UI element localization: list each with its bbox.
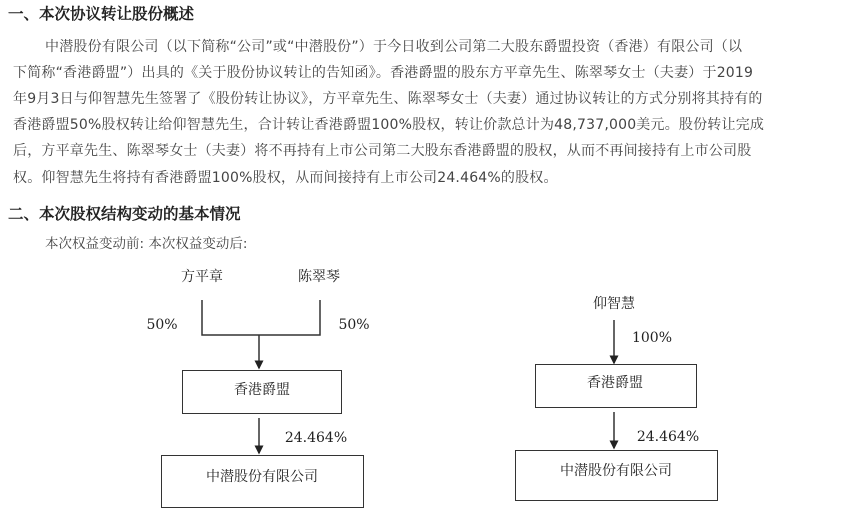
after-company: 中潜股份有限公司	[560, 463, 672, 479]
before-company: 中潜股份有限公司	[206, 469, 318, 485]
paragraph-line: 下简称“香港爵盟”）出具的《关于股份协议转让的告知函》。香港爵盟的股东方平章先生、陈翠琴女士（夫妻）于2019	[13, 65, 754, 81]
before-owner1: 方平章	[181, 269, 223, 285]
paragraph-line: 香港爵盟50%股权转让给仰智慧先生，合计转让香港爵盟100%股权，转让价款总计为48,737,000美元。股份转让完成	[13, 117, 765, 133]
paragraph-line: 年9月3日与仰智慧先生签署了《股份转让协议》，方平章先生、陈翠琴女士（夫妻）通过协议转让的方式分别将其持有的	[13, 91, 763, 107]
after-owner: 仰智慧	[593, 296, 635, 312]
before-owner-lines	[202, 300, 320, 335]
after-pct-company: 24.464%	[636, 429, 700, 445]
after-holding: 香港爵盟	[587, 375, 643, 391]
before-pct1: 50%	[146, 317, 178, 333]
before-pct-company: 24.464%	[284, 430, 348, 446]
paragraph-line: 后，方平章先生、陈翠琴女士（夫妻）将不再持有上市公司第二大股东香港爵盟的股权，从而不再间接持有上市公司股	[13, 143, 752, 159]
section2-heading: 二、本次股权结构变动的基本情况	[8, 205, 241, 223]
before-owner2: 陈翠琴	[298, 269, 340, 285]
paragraph-line: 权。仰智慧先生将持有香港爵盟100%股权，从而间接持有上市公司24.464%的股权。	[13, 170, 558, 186]
before-pct2: 50%	[338, 317, 370, 333]
after-pct-owner: 100%	[631, 330, 673, 346]
diagram-subtitle: 本次权益变动前: 本次权益变动后:	[45, 236, 248, 252]
paragraph-line: 中潜股份有限公司（以下简称“公司”或“中潜股份”）于今日收到公司第二大股东爵盟投资（香港）有限公司（以	[45, 39, 743, 55]
section1-heading: 一、本次协议转让股份概述	[8, 5, 195, 23]
before-holding: 香港爵盟	[234, 382, 290, 398]
